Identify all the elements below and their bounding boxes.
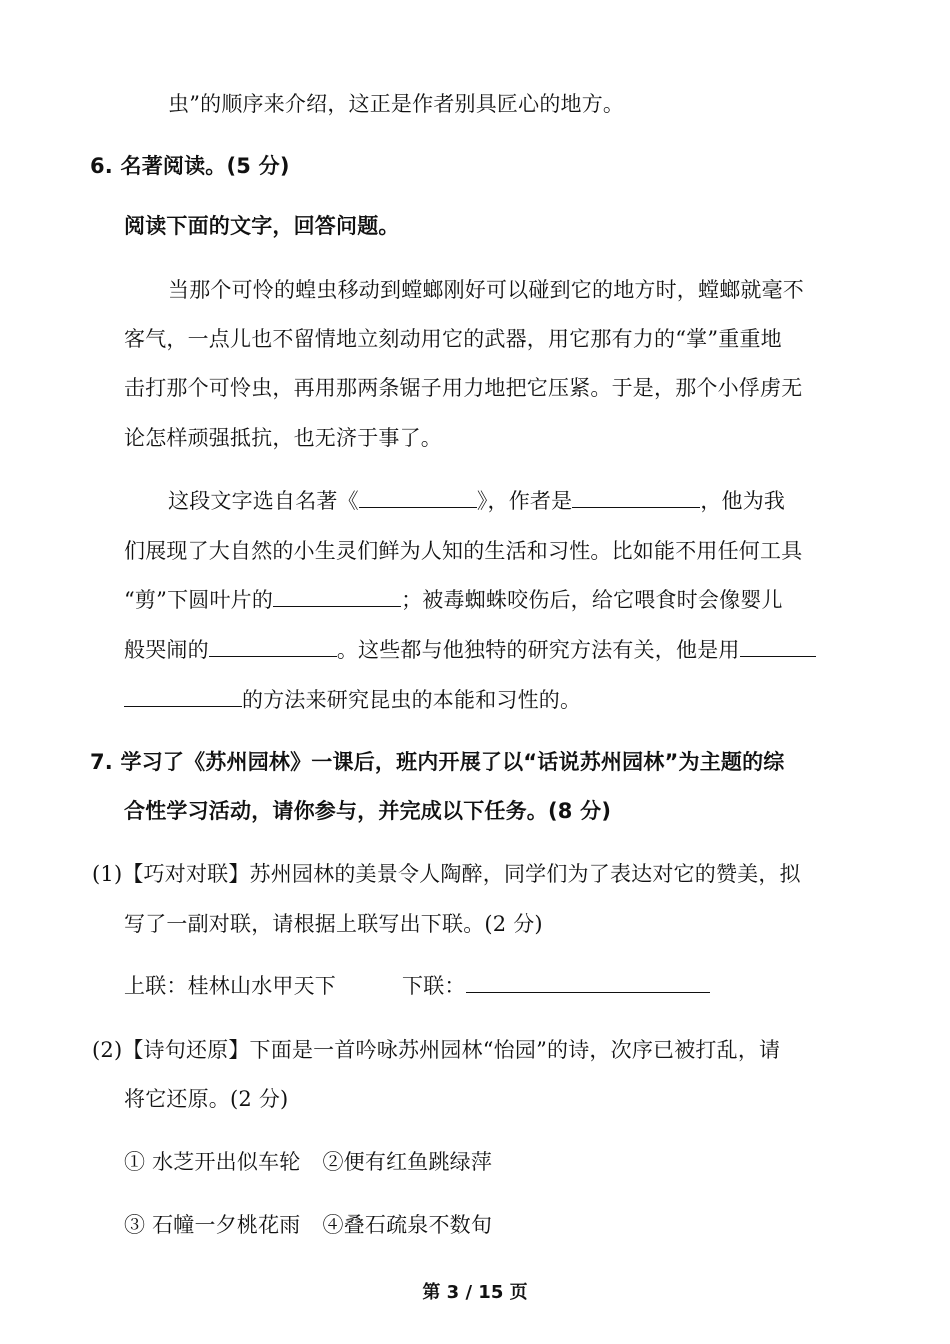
passage-line: 们展现了大自然的小生灵们鲜为人知的生活和习性。比如能不用任何工具 [124,539,803,563]
text: 这段文字选自名著《 [168,489,359,513]
subquestion-2-cont: 将它还原。(2 分) [124,1087,289,1111]
poem-option-3: ③ 石幢一夕桃花雨 [124,1213,301,1237]
passage-line: 客气，一点儿也不留情地立刻动用它的武器，用它那有力的“掌”重重地 [124,327,782,351]
page-number: 第 3 / 15 页 [422,1282,528,1303]
fill-in-line [124,686,581,714]
subquestion-1-cont: 写了一副对联，请根据上联写出下联。(2 分) [124,912,543,936]
text-line: 虫”的顺序来介绍，这正是作者别具匠心的地方。 [168,92,625,116]
text: ；被毒蜘蛛咬伤后，给它喂食时会像婴儿 [401,588,783,612]
question-7-title: 7. 学习了《苏州园林》一课后，班内开展了以“话说苏州园林”为主题的综 [90,750,785,774]
passage-line: 当那个可怜的蝗虫移动到螳螂刚好可以碰到它的地方时，螳螂就毫不 [168,278,804,302]
poem-line [124,1211,492,1239]
subquestion-1: (1)【巧对对联】苏州园林的美景令人陶醉，同学们为了表达对它的赞美，拟 [92,862,801,886]
poem-line [124,1148,492,1176]
text: ，他为我 [700,489,786,513]
fill-in-line [168,487,785,515]
question-6-title: 6. 名著阅读。(5 分) [90,154,290,178]
fill-in-line [124,586,783,614]
poem-option-4: ④叠石疏泉不数旬 [322,1213,493,1237]
author-blank[interactable] [572,487,700,508]
passage-line: 论怎样顽强抵抗，也无济于事了。 [124,426,442,450]
method-blank-part2[interactable] [124,686,242,707]
book-title-blank[interactable] [359,487,477,508]
text: “剪”下圆叶片的 [124,588,274,612]
method-blank-part1[interactable] [740,636,816,657]
text: 》，作者是 [476,489,573,513]
couplet-upper: 上联：桂林山水甲天下 [124,974,336,998]
question-6-instruction: 阅读下面的文字，回答问题。 [124,214,400,238]
fill-in-line [124,636,816,664]
insect-blank-2[interactable] [209,636,337,657]
couplet-lower-label: 下联： [402,974,466,998]
insect-blank-1[interactable] [273,586,401,607]
text: 的方法来研究昆虫的本能和习性的。 [242,688,582,712]
poem-option-2: ②便有红鱼跳绿萍 [322,1150,493,1174]
text: 。这些都与他独特的研究方法有关，他是用 [336,638,740,662]
couplet-answer-blank[interactable] [466,972,710,993]
question-7-title-cont: 合性学习活动，请你参与，并完成以下任务。(8 分) [124,799,612,823]
subquestion-2: (2)【诗句还原】下面是一首吟咏苏州园林“怡园”的诗，次序已被打乱，请 [92,1038,781,1062]
poem-option-1: ① 水芝开出似车轮 [124,1150,301,1174]
passage-line: 击打那个可怜虫，再用那两条锯子用力地把它压紧。于是，那个小俘虏无 [124,376,803,400]
text: 般哭闹的 [124,638,209,662]
couplet-line [124,972,710,1000]
